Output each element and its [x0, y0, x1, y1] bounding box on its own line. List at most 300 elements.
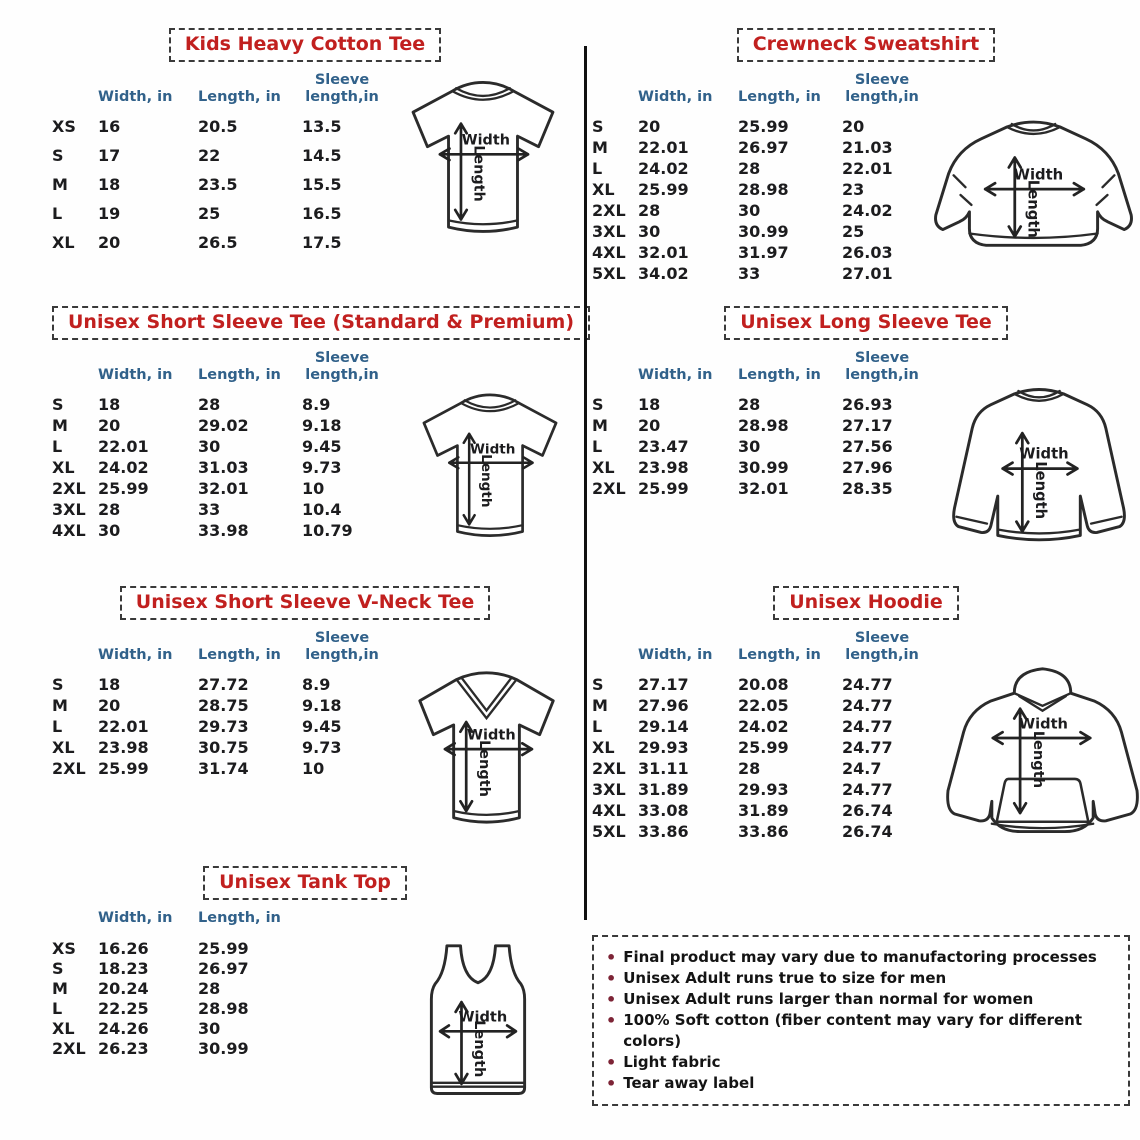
table-row: [592, 222, 928, 243]
column-header: Length, in: [738, 88, 821, 105]
table-row: [52, 117, 388, 146]
measurement-value: 31.89: [738, 801, 789, 821]
column-header: Length, in: [198, 366, 281, 383]
measurement-value: 22.01: [638, 138, 689, 158]
measurement-value: 28.35: [842, 479, 893, 499]
measurement-value: 27.72: [198, 675, 249, 695]
measurement-value: 9.73: [302, 458, 342, 478]
measurement-value: 22.25: [98, 998, 149, 1018]
table-row: [52, 959, 302, 979]
measurement-value: 33: [738, 264, 761, 284]
measurement-value: 20.5: [198, 117, 238, 137]
table-row: [52, 675, 388, 696]
size-label: L: [52, 204, 63, 224]
measurement-value: 26.97: [738, 138, 789, 158]
measurement-value: 31.89: [638, 780, 689, 800]
sweatshirt-illustration: [928, 114, 1140, 282]
measurement-value: 25.99: [98, 479, 149, 499]
size-label: M: [52, 416, 68, 436]
measurement-value: 31.97: [738, 243, 789, 263]
table-row: [592, 117, 928, 138]
measurement-value: 23.47: [638, 437, 689, 457]
table-row: [52, 500, 388, 521]
section-title: Unisex Long Sleeve Tee: [724, 306, 1008, 340]
measurement-value: 29.14: [638, 717, 689, 737]
column-header: Sleeve length,in: [305, 349, 379, 383]
measurement-value: 29.93: [738, 780, 789, 800]
column-header: Length, in: [198, 646, 281, 663]
note-item: [606, 947, 1116, 968]
size-table: [52, 630, 388, 780]
measurement-value: 34.02: [638, 264, 689, 284]
table-row: [592, 759, 928, 780]
measurement-value: 23.5: [198, 175, 238, 195]
bullet-icon: •: [606, 969, 617, 988]
table-row: [52, 738, 388, 759]
table-row: [52, 939, 302, 959]
bullet-icon: •: [606, 1053, 617, 1072]
measurement-value: 24.02: [98, 458, 149, 478]
measurement-value: 22: [198, 146, 221, 166]
measurement-value: 24.02: [842, 201, 893, 221]
note-item: [606, 1052, 1116, 1073]
measurement-value: 27.17: [638, 675, 689, 695]
section-title: Kids Heavy Cotton Tee: [169, 28, 441, 62]
measurement-value: 27.96: [842, 458, 893, 478]
measurement-value: 26.5: [198, 233, 238, 253]
note-text: Light fabric: [623, 1053, 721, 1071]
size-label: XS: [52, 117, 76, 137]
note-item: [606, 1073, 1116, 1094]
size-label: 4XL: [52, 521, 86, 541]
column-header: Sleeve length,in: [845, 629, 919, 663]
section-unisex-tank-top: [52, 860, 578, 1140]
column-header: Length, in: [198, 909, 281, 926]
table-row: [592, 738, 928, 759]
measurement-value: 26.23: [98, 1038, 149, 1058]
measurement-value: 28: [738, 159, 761, 179]
column-header: Width, in: [98, 366, 173, 383]
measurement-value: 20: [638, 416, 661, 436]
size-label: XS: [52, 938, 76, 958]
column-divider-line: [584, 46, 587, 920]
note-text: 100% Soft cotton (fiber content may vary for different colors): [623, 1011, 1083, 1050]
length-arrow-label: Length: [477, 454, 494, 508]
measurement-value: 24.77: [842, 696, 893, 716]
length-arrow-label: Length: [475, 739, 492, 797]
measurement-value: 32.01: [638, 243, 689, 263]
column-header: Sleeve length,in: [305, 629, 379, 663]
table-row: [592, 201, 928, 222]
measurement-value: 9.18: [302, 696, 342, 716]
measurement-value: 9.45: [302, 717, 342, 737]
measurement-value: 20: [98, 696, 121, 716]
column-header: Sleeve length,in: [305, 71, 379, 105]
measurement-value: 24.7: [842, 759, 882, 779]
measurement-value: 19: [98, 204, 121, 224]
measurement-value: 26.03: [842, 243, 893, 263]
size-label: 2XL: [592, 759, 626, 779]
measurement-value: 22.01: [98, 437, 149, 457]
measurement-value: 16: [98, 117, 121, 137]
measurement-value: 24.77: [842, 738, 893, 758]
table-row: [592, 479, 928, 500]
measurement-value: 30: [638, 222, 661, 242]
measurement-value: 20: [638, 117, 661, 137]
size-label: S: [52, 395, 64, 415]
table-row: [52, 204, 388, 233]
table-row: [52, 458, 388, 479]
size-label: M: [52, 696, 68, 716]
table-row: [592, 437, 928, 458]
table-header-row: [52, 350, 388, 383]
measurement-value: 28: [738, 759, 761, 779]
product-notes-box: [592, 935, 1130, 1106]
measurement-value: 13.5: [302, 117, 342, 137]
table-row: [592, 264, 928, 285]
measurement-value: 28.98: [738, 416, 789, 436]
size-label: 2XL: [52, 479, 86, 499]
measurement-value: 28: [98, 500, 121, 520]
measurement-value: 24.77: [842, 675, 893, 695]
size-label: M: [52, 175, 68, 195]
table-row: [592, 395, 928, 416]
size-label: L: [592, 437, 603, 457]
size-label: S: [52, 146, 64, 166]
width-arrow-label: Width: [1013, 166, 1064, 184]
section-title: Crewneck Sweatshirt: [737, 28, 996, 62]
measurement-value: 32.01: [198, 479, 249, 499]
section-unisex-hoodie: [592, 580, 1140, 925]
width-arrow-label: Width: [1019, 715, 1068, 733]
measurement-value: 30: [738, 437, 761, 457]
table-header-row: [592, 350, 928, 383]
size-label: M: [592, 416, 608, 436]
note-text: Tear away label: [623, 1074, 755, 1092]
measurement-value: 30: [198, 437, 221, 457]
section-title: Unisex Short Sleeve Tee (Standard & Premium): [52, 306, 590, 340]
size-label: L: [592, 717, 603, 737]
table-row: [52, 759, 388, 780]
measurement-value: 9.18: [302, 416, 342, 436]
measurement-value: 25.99: [738, 117, 789, 137]
measurement-value: 25.99: [98, 759, 149, 779]
measurement-value: 26.97: [198, 958, 249, 978]
size-label: 3XL: [592, 222, 626, 242]
measurement-value: 17: [98, 146, 121, 166]
size-label: S: [592, 675, 604, 695]
size-label: S: [592, 395, 604, 415]
measurement-value: 25.99: [198, 938, 249, 958]
measurement-value: 20: [98, 233, 121, 253]
column-header: Length, in: [738, 646, 821, 663]
measurement-value: 27.96: [638, 696, 689, 716]
measurement-value: 27.01: [842, 264, 893, 284]
measurement-value: 21.03: [842, 138, 893, 158]
bullet-icon: •: [606, 1074, 617, 1093]
tshirt-illustration: [392, 74, 574, 250]
measurement-value: 16.26: [98, 938, 149, 958]
table-row: [592, 696, 928, 717]
size-label: XL: [52, 738, 75, 758]
table-row: [52, 979, 302, 999]
size-label: XL: [592, 180, 615, 200]
note-item: [606, 989, 1116, 1010]
measurement-value: 28.75: [198, 696, 249, 716]
size-label: XL: [592, 458, 615, 478]
length-arrow-label: Length: [1032, 461, 1050, 519]
table-row: [592, 138, 928, 159]
measurement-value: 30.99: [738, 458, 789, 478]
table-header-row: [52, 630, 388, 663]
note-text: Unisex Adult runs larger than normal for women: [623, 990, 1034, 1008]
measurement-value: 24.02: [638, 159, 689, 179]
table-row: [592, 801, 928, 822]
section-title: Unisex Hoodie: [773, 586, 959, 620]
measurement-value: 15.5: [302, 175, 342, 195]
column-header: Sleeve length,in: [845, 71, 919, 105]
note-text: Final product may vary due to manufactoring processes: [623, 948, 1097, 966]
table-row: [592, 675, 928, 696]
measurement-value: 16.5: [302, 204, 342, 224]
table-header-row: [52, 72, 388, 105]
measurement-value: 23: [842, 180, 865, 200]
table-row: [52, 696, 388, 717]
note-text: Unisex Adult runs true to size for men: [623, 969, 947, 987]
table-row: [52, 146, 388, 175]
column-header: Length, in: [738, 366, 821, 383]
measurement-value: 30: [198, 1018, 221, 1038]
width-arrow-label: Width: [467, 727, 516, 744]
table-row: [52, 521, 388, 542]
measurement-value: 27.56: [842, 437, 893, 457]
measurement-value: 31.03: [198, 458, 249, 478]
table-row: [52, 1039, 302, 1059]
measurement-value: 18: [98, 175, 121, 195]
measurement-value: 10: [302, 479, 325, 499]
measurement-value: 24.02: [738, 717, 789, 737]
tshirt-illustration: [404, 386, 576, 554]
table-row: [592, 717, 928, 738]
size-label: L: [52, 437, 63, 457]
column-header: Width, in: [638, 646, 713, 663]
measurement-value: 25.99: [738, 738, 789, 758]
measurement-value: 22.01: [842, 159, 893, 179]
length-arrow-label: Length: [1029, 730, 1047, 789]
measurement-value: 30.99: [198, 1038, 249, 1058]
size-table: [592, 72, 928, 285]
measurement-value: 33.08: [638, 801, 689, 821]
table-row: [52, 437, 388, 458]
size-label: 2XL: [52, 759, 86, 779]
size-label: M: [592, 696, 608, 716]
size-table: [52, 350, 388, 542]
measurement-value: 28: [638, 201, 661, 221]
measurement-value: 9.73: [302, 738, 342, 758]
measurement-value: 20: [842, 117, 865, 137]
measurement-value: 26.74: [842, 801, 893, 821]
length-arrow-label: Length: [471, 1020, 489, 1078]
size-table: [52, 72, 388, 262]
size-label: L: [592, 159, 603, 179]
size-label: S: [592, 117, 604, 137]
measurement-value: 9.45: [302, 437, 342, 457]
section-unisex-vneck-tee: [52, 580, 578, 860]
column-header: Sleeve length,in: [845, 349, 919, 383]
table-row: [52, 233, 388, 262]
measurement-value: 28: [198, 978, 221, 998]
size-label: M: [592, 138, 608, 158]
size-label: 2XL: [592, 479, 626, 499]
measurement-value: 23.98: [638, 458, 689, 478]
size-label: S: [52, 675, 64, 695]
table-row: [52, 1019, 302, 1039]
table-row: [592, 180, 928, 201]
measurement-value: 32.01: [738, 479, 789, 499]
measurement-value: 28: [738, 395, 761, 415]
table-row: [52, 717, 388, 738]
length-arrow-label: Length: [1024, 179, 1042, 238]
section-title: Unisex Tank Top: [203, 866, 407, 900]
bullet-icon: •: [606, 1011, 617, 1030]
measurement-value: 26.74: [842, 822, 893, 842]
size-label: 2XL: [52, 1038, 86, 1058]
measurement-value: 18: [98, 395, 121, 415]
measurement-value: 17.5: [302, 233, 342, 253]
hoodie-illustration: [928, 662, 1140, 852]
table-header-row: [52, 910, 302, 927]
table-row: [592, 458, 928, 479]
size-table: [592, 350, 928, 500]
column-header: Width, in: [98, 909, 173, 926]
measurement-value: 25: [198, 204, 221, 224]
measurement-value: 18.23: [98, 958, 149, 978]
size-table: [52, 910, 302, 1059]
measurement-value: 10.79: [302, 521, 353, 541]
measurement-value: 20: [98, 416, 121, 436]
size-label: S: [52, 958, 64, 978]
measurement-value: 18: [638, 395, 661, 415]
section-unisex-short-sleeve-tee: [52, 300, 578, 580]
table-row: [52, 175, 388, 204]
tank-top-illustration: [414, 940, 542, 1110]
measurement-value: 28: [198, 395, 221, 415]
size-label: XL: [52, 458, 75, 478]
measurement-value: 30.75: [198, 738, 249, 758]
table-row: [52, 999, 302, 1019]
measurement-value: 25.99: [638, 180, 689, 200]
size-label: 5XL: [592, 822, 626, 842]
measurement-value: 29.93: [638, 738, 689, 758]
size-label: 4XL: [592, 801, 626, 821]
width-arrow-label: Width: [1019, 445, 1069, 463]
measurement-value: 10: [302, 759, 325, 779]
size-label: 5XL: [592, 264, 626, 284]
measurement-value: 33.98: [198, 521, 249, 541]
table-header-row: [592, 72, 928, 105]
table-row: [592, 243, 928, 264]
measurement-value: 18: [98, 675, 121, 695]
measurement-value: 8.9: [302, 675, 331, 695]
bullet-icon: •: [606, 990, 617, 1009]
section-kids-heavy-cotton-tee: [52, 0, 578, 300]
measurement-value: 22.05: [738, 696, 789, 716]
column-header: Width, in: [638, 366, 713, 383]
section-unisex-long-sleeve-tee: [592, 300, 1140, 580]
measurement-value: 24.77: [842, 717, 893, 737]
measurement-value: 25.99: [638, 479, 689, 499]
measurement-value: 28.98: [738, 180, 789, 200]
column-header: Width, in: [98, 646, 173, 663]
measurement-value: 29.02: [198, 416, 249, 436]
size-label: M: [52, 978, 68, 998]
measurement-value: 28.98: [198, 998, 249, 1018]
measurement-value: 27.17: [842, 416, 893, 436]
measurement-value: 20.08: [738, 675, 789, 695]
size-label: L: [52, 998, 63, 1018]
width-arrow-label: Width: [461, 132, 510, 149]
size-table: [592, 630, 928, 843]
section-crewneck-sweatshirt: [592, 0, 1140, 300]
table-header-row: [592, 630, 928, 663]
width-arrow-label: Width: [469, 441, 516, 458]
measurement-value: 33: [198, 500, 221, 520]
table-row: [592, 822, 928, 843]
size-label: L: [52, 717, 63, 737]
size-label: 4XL: [592, 243, 626, 263]
size-label: XL: [592, 738, 615, 758]
length-arrow-label: Length: [470, 145, 487, 202]
section-title: Unisex Short Sleeve V-Neck Tee: [120, 586, 490, 620]
measurement-value: 33.86: [638, 822, 689, 842]
column-header: Length, in: [198, 88, 281, 105]
measurement-value: 24.26: [98, 1018, 149, 1038]
size-label: XL: [52, 233, 75, 253]
right-column: [578, 0, 1140, 1140]
measurement-value: 31.74: [198, 759, 249, 779]
table-row: [52, 395, 388, 416]
measurement-value: 14.5: [302, 146, 342, 166]
table-row: [592, 159, 928, 180]
measurement-value: 30.99: [738, 222, 789, 242]
measurement-value: 26.93: [842, 395, 893, 415]
size-label: 3XL: [592, 780, 626, 800]
measurement-value: 23.98: [98, 738, 149, 758]
measurement-value: 22.01: [98, 717, 149, 737]
column-header: Width, in: [98, 88, 173, 105]
table-row: [52, 416, 388, 437]
measurement-value: 20.24: [98, 978, 149, 998]
measurement-value: 30: [738, 201, 761, 221]
measurement-value: 29.73: [198, 717, 249, 737]
measurement-value: 30: [98, 521, 121, 541]
measurement-value: 24.77: [842, 780, 893, 800]
size-label: XL: [52, 1018, 75, 1038]
long-sleeve-tee-illustration: [928, 382, 1140, 564]
size-label: 2XL: [592, 201, 626, 221]
note-item: [606, 968, 1116, 989]
measurement-value: 33.86: [738, 822, 789, 842]
vneck-illustration: [402, 666, 572, 840]
measurement-value: 25: [842, 222, 865, 242]
measurement-value: 8.9: [302, 395, 331, 415]
table-row: [52, 479, 388, 500]
note-item: [606, 1010, 1116, 1052]
measurement-value: 10.4: [302, 500, 342, 520]
bullet-icon: •: [606, 948, 617, 967]
column-header: Width, in: [638, 88, 713, 105]
width-arrow-label: Width: [458, 1008, 508, 1026]
